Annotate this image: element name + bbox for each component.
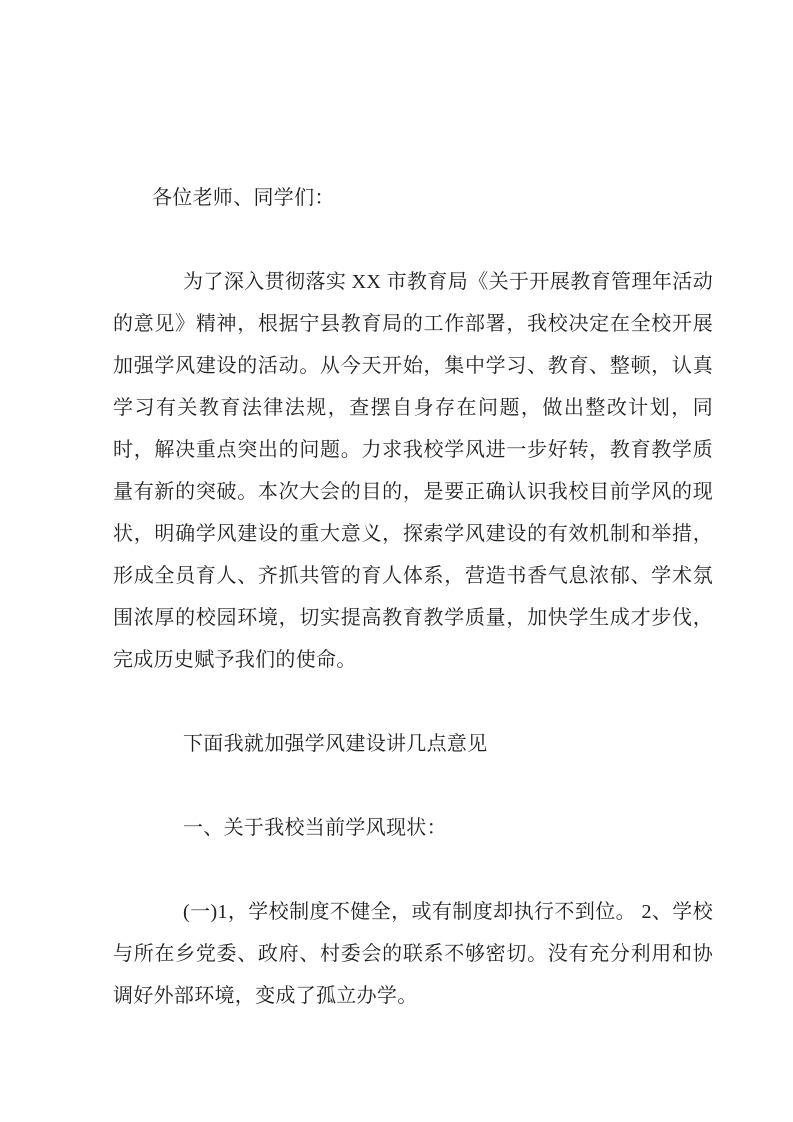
salutation: 各位老师、同学们：	[152, 187, 335, 209]
paragraph-opening: 为了深入贯彻落实 XX 市教育局《关于开展教育管理年活动的意见》精神，根据宁县教育局的工作部署，我校决定在全校开展加强学风建设的活动。从今天开始，集中学习、教育、整顿，认真学习有关教育法律法规，查摆自身存在问题，做出整改计划，同时，解决重点突出的问题。力求我校学风进一步好转，教育教学质量有新的突破。本次大会的目的，是要正确认识我校目前学风的现状，明确学风建设的重大意义，探索学风建设的有效机制和举措，形成全员育人、齐抓共管的育人体系，营造书香气息浓郁、学术氛围浓厚的校园环境，切实提高教育教学质量，加快学生成才步伐，完成历史赋予我们的使命。	[113, 271, 713, 671]
paragraph-current-status: (一)1，学校制度不健全，或有制度却执行不到位。 2、学校与所在乡党委、政府、村委会的联系不够密切。没有充分利用和协调好外部环境，变成了孤立办学。	[113, 901, 713, 1007]
paragraph-transition: 下面我就加强学风建设讲几点意见	[183, 733, 488, 755]
document-body	[113, 177, 713, 1017]
section-heading-1: 一、关于我校当前学风现状：	[183, 817, 447, 839]
